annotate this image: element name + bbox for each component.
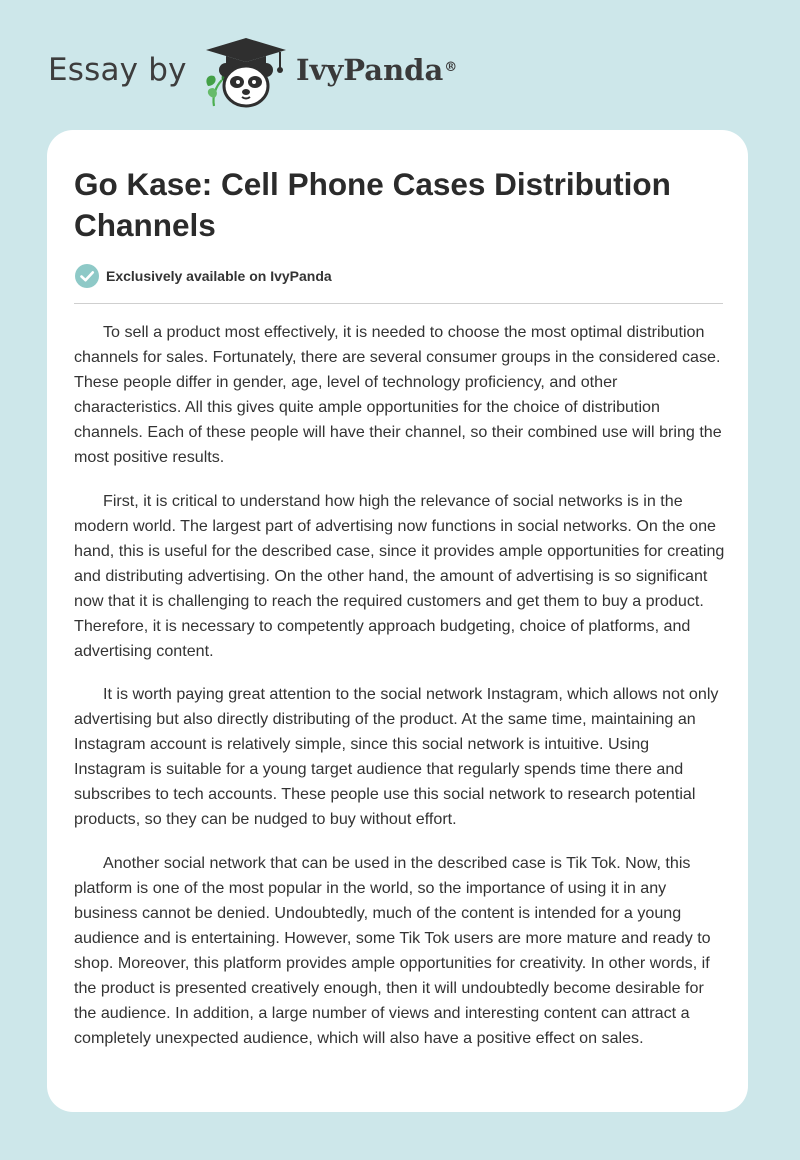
site-header [0,0,800,120]
paragraph: Another social network that can be used in the described case is Tik Tok. Now, this platform is one of the most popular in the world, so the importance of using it in any business cannot be denied. Undoubtedly, much of the content is intended for a young audience and is entertaining. However, some Tik Tok users are more mature and ready to shop. Moreover, this platform provides ample opportunities for creativity. In other words, if the product is presented creatively enough, then it will undoubtedly become desirable for the audience. In addition, a large number of views and interesting content can attract a completely unexpected audience, which will also have a positive effect on sales. [74,853,711,1047]
brand-name[interactable] [296,50,457,90]
paragraph: To sell a product most effectively, it is needed to choose the most optimal distribution channels for sales. Fortunately, there are several consumer groups in the considered case. These people differ in gender, age, level of technology proficiency, and other characteristics. All this gives quite ample opportunities for the choice of distribution channels. Each of these people will have their channel, so their combined use will bring the most positive results. [74,323,722,466]
badge-label: Exclusively available on IvyPanda [106,268,332,284]
essay-body [74,320,725,1069]
brand-text: IvyPanda [296,53,444,87]
paragraph: It is worth paying great attention to the social network Instagram, which allows not only advertising but also directly distributing of the product. At the same time, maintaining an Instagram account is relatively simple, since this social network is intuitive. Using Instagram is suitable for a young target audience that regularly spends time there and subscribes to tech accounts. These people use this social network to research potential products, so they can be nudged to buy without effort. [74,685,719,828]
registered-mark: ® [444,60,458,75]
essay-by-label: Essay by [48,52,187,88]
page-title: Go Kase: Cell Phone Cases Distribution Channels [74,166,671,243]
panda-logo-icon[interactable] [200,34,290,110]
essay-card [47,130,748,1112]
divider [74,303,723,304]
exclusive-badge [74,263,332,289]
paragraph: First, it is critical to understand how high the relevance of social networks is in the modern world. The largest part of advertising now functions in social networks. On the one hand, this is useful for the described case, since it provides ample opportunities for creating and distributing advertising. On the other hand, the amount of advertising is so significant now that it is challenging to reach the required customers and get them to buy a product. Therefore, it is necessary to competently approach budgeting, choice of platforms, and advertising content. [74,491,725,660]
check-circle-icon [74,263,100,289]
